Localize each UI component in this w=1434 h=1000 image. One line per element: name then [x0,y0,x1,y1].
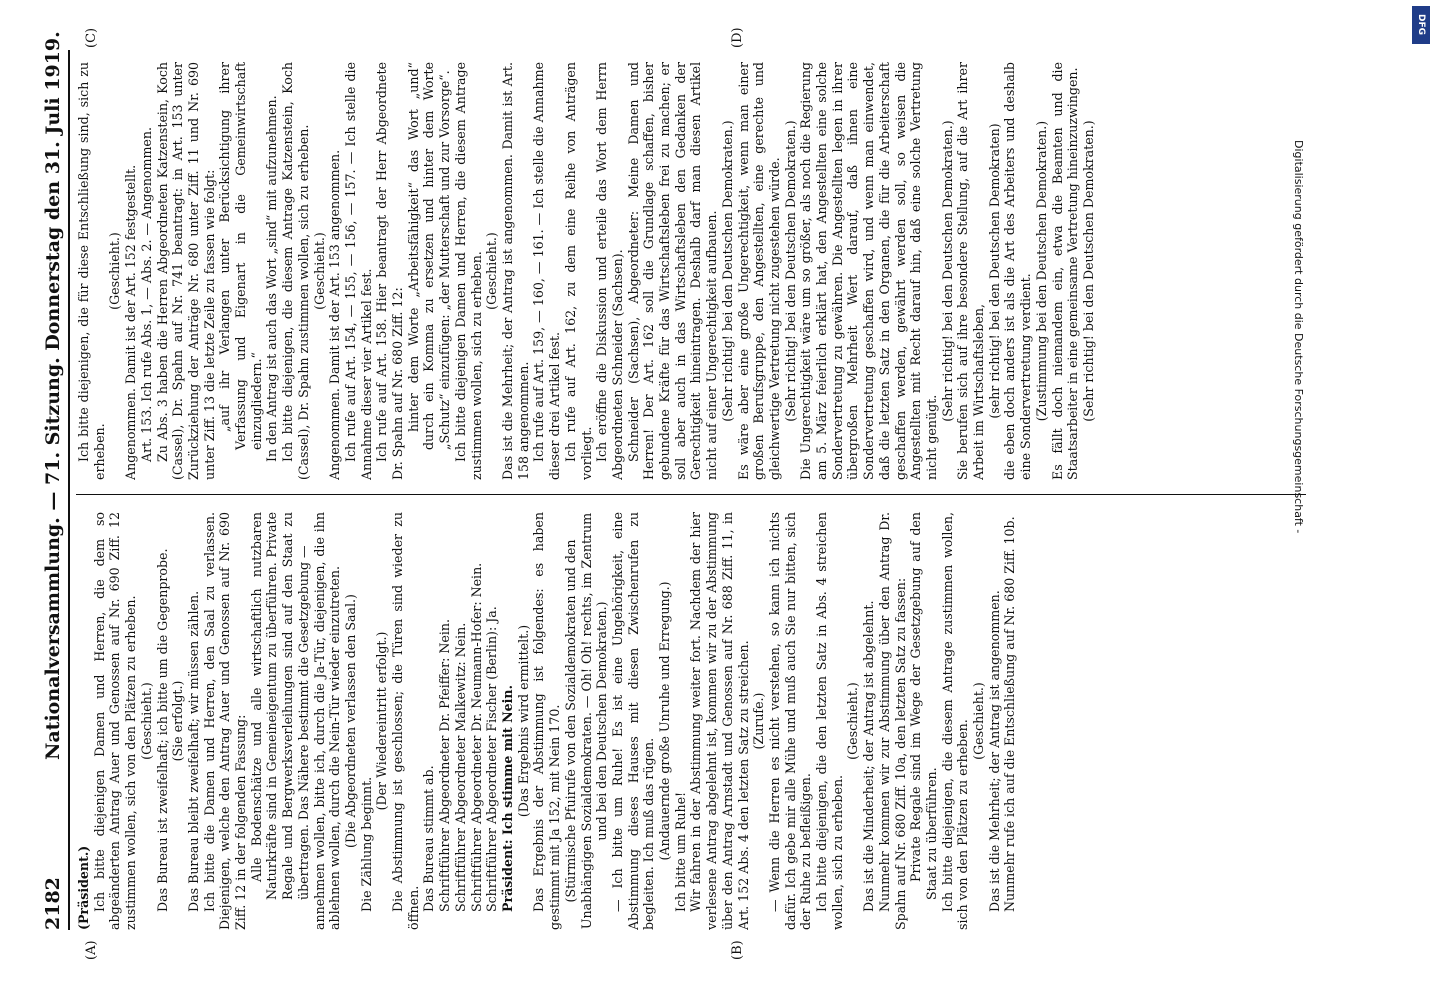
paragraph: Die Abstimmung ist geschlossen; die Türen sind wieder zu öffnen. [390,512,421,930]
vote-statement: Präsident: Ich stimme mit Nein. [499,685,515,912]
vote-statement: Schriftführer Abgeordneter Dr. Pfeiffer: Nein. [437,618,453,912]
stage-direction: (Zustimmung bei den Deutschen Demokraten.) [1033,120,1049,422]
paragraph: Ich rufe auf Art. 154, — 155, — 156, — 157. — Ich stelle die Annahme dieser vier Artikel fest. [342,62,374,480]
stage-direction: (Geschieht.) [484,232,500,310]
paragraph: Ich bitte diejenigen Damen und Herren, die diesem Antrage zustimmen wollen, sich zu erheben. [452,62,484,480]
paragraph: Das Bureau stimmt ab. [421,765,437,912]
stage-direction: (Sehr richtig! bei den Deutschen Demokraten.) [1081,120,1096,422]
paragraph: Ich bitte diejenigen, die für diese Entschließung sind, sich zu erheben. [76,62,107,480]
stage-direction: (Geschieht.) [107,232,123,310]
stage-direction: (Zurufe.) [751,692,767,750]
paragraph: Angenommen. Damit ist der Art. 153 angenommen. [327,149,343,480]
paragraph: Wir fahren in der Abstimmung weiter fort. Nachdem der hier verlesene Antrag abgelehnt ist, kommen wir zu der Abstimmung über den Antrag Arnstadt und Genossen auf Nr. 688 Ziff. 11, in Art. 152 Abs. 4 den letzten Satz zu streichen. [688,512,751,930]
paragraph: Ich bitte um Ruhe! [672,791,688,912]
paragraph: Das Bureau ist zweifelhaft; ich bitte um die Gegenprobe. [154,548,170,912]
paragraph: Art. 153. Ich rufe Abs. 1, — Abs. 2. — Angenommen. [138,127,154,462]
right-column [76,62,1326,480]
stage-direction: (Sehr richtig! bei den Deutschen Demokraten.) [719,120,735,422]
paragraph: Nunmehr rufe ich auf die Entschließung auf Nr. 680 Ziff. 10b. [1002,516,1018,912]
vote-statement: Schriftführer Abgeordneter Fischer (Berlin): Ja. [484,606,500,912]
stage-direction: (Das Ergebnis wird ermittelt.) [515,624,531,818]
stage-direction: (sehr richtig! bei den Deutschen Demokraten) [986,123,1002,419]
paragraph: Ich eröffne die Diskussion und erteile das Wort dem Herrn Abgeordneten Schneider (Sachsen). [594,62,625,480]
paragraph: Sie berufen sich auf ihre besondere Stellung, auf die Art ihrer Arbeit im Wirtschaftsleben, [955,62,987,480]
stage-direction: (Geschieht.) [311,232,327,310]
page-number: 2182 [42,877,64,930]
vote-statement: Schriftführer Abgeordneter Dr. Neumann-Hofer: Nein. [468,562,484,912]
paragraph: Die Ungerechtigkeit wäre um so größer, als noch die Regierung am 5. März feierlich erklärt hat, den Angestellten eine solche Sondervertretung zu gewähren. Die Angestellten legen in ihrer übergroßen Mehrheit Wert darauf, daß ihnen eine Sondervertretung geschaffen wird, und wenn man einwendet, daß die letzten Satz in den Organen, die für die Arbeiterschaft geschaffen werden, gewährt werden soll, so weisen die Angestellten mit Recht darauf hin, daß eine solche Vertretung nicht genügt. [798,62,939,480]
paragraph: Angenommen. Damit ist der Art. 152 festgestellt. [123,164,139,480]
stage-direction: (Geschieht.) [138,682,154,760]
paragraph: annehmen wollen, bitte ich, durch die Ja-Tür, diejenigen, die ihn ablehnen wollen, durch die Nein-Tür wieder einzutreten. [311,512,343,930]
stage-direction: (Geschieht.) [971,682,987,760]
quoted-motion: Private Regale sind im Wege der Gesetzgebung auf den Staat zu überführen. [908,512,939,900]
paragraph: Es fällt doch niemandem ein, etwa die Beamten und die Staatsarbeiter in eine gemeinsame Vertretung hineinzuzwingen. [1049,62,1081,480]
paragraph: In den Antrag ist auch das Wort „sind“ mit aufzunehmen. [264,95,280,462]
paragraph: Es wäre aber eine große Ungerechtigkeit, wenn man einer großen Berufsgruppe, den Angestellten, eine gerechte und gleichwertige Vertretung nicht zugestehen würde. [735,62,782,480]
stage-direction: (Der Wiedereintritt erfolgt.) [374,631,390,811]
speech: Schneider (Sachsen), Abgeordneter: Meine Damen und Herren! Der Art. 162 soll die Grundlage schaffen, bisher gebundene Kräfte für das Wirtschaftsleben frei zu machen; er soll aber auch in das Wirtschaftsleben den Gedanken der Gerechtigkeit hineintragen. Deshalb darf man diesen Artikel nicht auf einer Ungerechtigkeit aufbauen. [625,62,720,480]
stage-direction: (Geschieht.) [845,682,861,760]
stage-direction: (Sehr richtig! bei den Deutschen Demokraten.) [782,120,798,422]
left-column [76,512,1326,930]
paragraph: Ich rufe auf Art. 159, — 160, — 161. — Ich stelle die Annahme dieser drei Artikel fest. [531,62,563,480]
paragraph: Das Bureau bleibt zweifelhaft; wir müssen zählen. [185,590,201,912]
paragraph: Ich rufe auf Art. 162, zu dem eine Reihe von Anträgen vorliegt. [562,62,594,480]
stage-direction: (Sehr richtig! bei den Deutschen Demokraten.) [939,120,955,422]
paragraph: Das ist die Mehrheit; der Antrag ist angenommen. Damit ist Art. 158 angenommen. [499,62,531,480]
paragraph: Ich bitte diejenigen, die diesem Antrage Katzenstein, Koch (Cassel), Dr. Spahn zustimmen wollen, sich zu erheben. [280,62,311,480]
paragraph: Ich bitte die Damen und Herren, den Saal zu verlassen. Diejenigen, welche den Antrag Auer und Genossen auf Nr. 690 Ziff. 12 in der folgenden Fassung: [201,512,249,930]
page-header: Nationalversammlung. — 71. Sitzung. Donnerstag den 31. Juli 1919. [42,31,64,760]
margin-mark-c: (C) [84,27,99,48]
paragraph: Ich bitte diejenigen, die den letzten Satz in Abs. 4 streichen wollen, sich zu erheben. [814,512,845,930]
paragraph: Das Ergebnis der Abstimmung ist folgendes: es haben gestimmt mit Ja 152, mit Nein 170. [531,512,563,930]
paragraph: Ich bitte diejenigen, die diesem Antrage zustimmen wollen, sich von den Plätzen zu erheben. [939,512,971,930]
paragraph: Die Zählung beginnt. [358,776,374,912]
column-divider [76,494,1306,495]
paragraph: Das ist die Mehrheit; der Antrag ist angenommen. [986,590,1002,912]
paragraph: — Ich bitte um Ruhe! Es ist eine Ungehörigkeit, eine Abstimmung dieses Hauses mit diesen Zwischenrufen zu begleiten. Ich muß das rügen. [609,512,657,930]
stage-direction: (Andauernde große Unruhe und Erregung.) [657,581,673,861]
paragraph: Ich rufe auf Art. 158. Hier beantragt der Herr Abgeordnete Dr. Spahn auf Nr. 680 Ziff. 12: [374,62,406,480]
quoted-motion: „auf ihr Verlangen unter Berücksichtigung ihrer Verfassung und Eigenart in die Gemeinwirtschaft einzugliedern.“ [217,62,264,450]
stage-direction: (Die Abgeordneten verlassen den Saal.) [342,594,358,848]
vote-statement: Schriftführer Abgeordneter Malkewitz: Nein. [452,622,468,912]
paragraph: — Wenn die Herren es nicht verstehen, so kann ich nichts dafür. Ich gebe mir alle Mühe und muß auch Sie nur bitten, sich der Ruhe zu befleißigen. [766,512,814,930]
margin-mark-a: (A) [84,940,99,960]
margin-mark-d: (D) [730,27,745,48]
stage-direction: (Sie erfolgt.) [170,680,186,762]
running-head [42,31,70,930]
quoted-motion: hinter dem Worte „Arbeitsfähigkeit“ das Wort „und“ durch ein Komma zu ersetzen und hinter dem Worte „Schutz“ einzufügen: „der Mutterschaft und zur Vorsorge“. [405,62,453,450]
quoted-motion: Alle Bodenschätze und alle wirtschaftlich nutzbaren Naturkräfte sind in Gemeineigentum zu überführen. Private Regale und Bergwerksverleihungen sind auf den Staat zu übertragen. Das Nähere bestimmt die Gesetzgebung — [248,512,311,900]
paragraph: die eben doch anders ist als die Art des Arbeiters und deshalb eine Sondervertretung verdient. [1002,62,1034,480]
margin-mark-b: (B) [730,940,745,960]
paragraph: Ich bitte diejenigen Damen und Herren, die dem so abgeänderten Antrag Auer und Genossen auf Nr. 690 Ziff. 12 zustimmen wollen, sich von den Plätzen zu erheben. [91,512,139,930]
dfg-logo: DFG [1412,6,1430,44]
paragraph: Zu Abs. 3 haben die Herren Abgeordneten Katzenstein, Koch (Cassel), Dr. Spahn auf Nr. 741 beantragt: in Art. 153 unter Zurückziehung der Anträge Nr. 680 unter Ziff. 11 und Nr. 690 unter Ziff. 13 die letzte Zeile zu fassen wie folgt: [154,62,217,480]
stage-direction: (Stürmische Pfuirufe von den Sozialdemokraten und den Unabhängigen Sozialdemokraten. — Oh! Oh! rechts, im Zentrum und bei den Deutschen Demokraten.) [562,512,610,930]
digitization-note: Digitalisierung gefördert durch die Deutsche Forschungsgemeinschaft - [1292,140,1305,534]
paragraph: Nunmehr kommen wir zur Abstimmung über den Antrag Dr. Spahn auf Nr. 680 Ziff. 10a, den letzten Satz zu fassen: [876,512,908,930]
speaker-label: (Präsident.) [76,845,91,930]
paragraph: Das ist die Minderheit; der Antrag ist abgelehnt. [861,600,877,912]
